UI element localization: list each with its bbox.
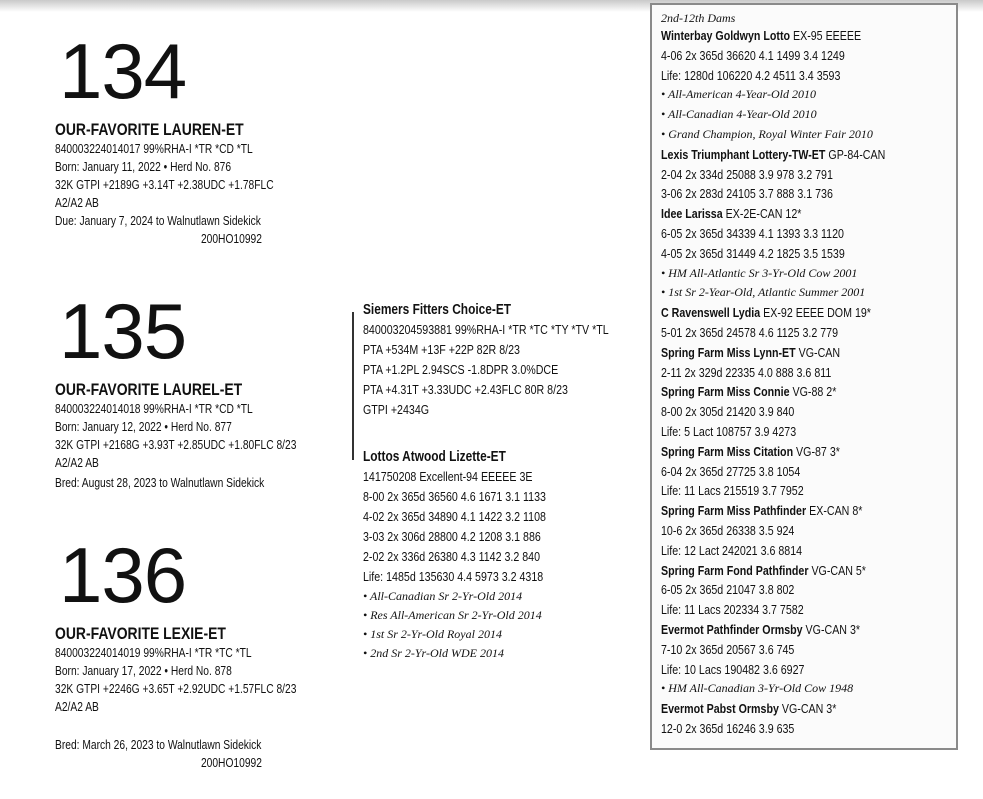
sire-pta-line: PTA +1.2PL 2.94SCS -1.8DPR 3.0%DCE — [363, 362, 559, 377]
genomic-line: 32K GTPI +2189G +3.14T +2.38UDC +1.78FLC — [55, 178, 274, 192]
genomic-line: 32K GTPI +2168G +3.93T +2.85UDC +1.80FLC 8/23 — [55, 438, 297, 452]
lot-number: 134 — [59, 27, 187, 115]
dam-entry-header — [661, 620, 903, 640]
dam-entry-rating: GP-84-CAN — [828, 146, 886, 162]
dam-honor: • Res All-American Sr 2-Yr-Old 2014 — [363, 608, 542, 622]
dam-entry-name: Evermot Pathfinder Ormsby — [661, 621, 803, 637]
dam-entry-rating: EX-2E-CAN 12* — [725, 206, 802, 222]
dam-entry-name: Lexis Triumphant Lottery-TW-ET — [661, 146, 826, 162]
service-line: Due: January 7, 2024 to Walnutlawn Sidekick — [55, 214, 261, 228]
registration-line: 840003224014017 99%RHA-I *TR *CD *TL — [55, 142, 253, 156]
lot-number: 135 — [59, 287, 187, 375]
dam-entry-record: 5-01 2x 365d 24578 4.6 1125 3.2 779 — [661, 324, 839, 340]
lot-number: 136 — [59, 531, 187, 619]
dam-entry-header — [661, 303, 903, 323]
dam-honor: • 1st Sr 2-Yr-Old Royal 2014 — [363, 627, 502, 641]
service-sire-code: 200HO10992 — [200, 232, 262, 246]
dam-record: 2-02 2x 336d 26380 4.3 1142 3.2 840 — [363, 549, 541, 564]
birth-line: Born: January 17, 2022 • Herd No. 878 — [55, 664, 232, 678]
dam-entry-record: 7-10 2x 365d 20567 3.6 745 — [661, 641, 795, 657]
lot-135 — [55, 287, 355, 492]
service-line: Bred: March 26, 2023 to Walnutlawn Sidekick — [55, 738, 262, 752]
dam-entry-record: 2-11 2x 329d 22335 4.0 888 3.6 811 — [661, 364, 832, 380]
dam-entry-honor: • HM All-Atlantic Sr 3-Yr-Old Cow 2001 — [661, 265, 858, 280]
dam-entry-rating: EX-95 EEEEE — [792, 28, 862, 43]
genomic-line: 32K GTPI +2246G +3.65T +2.92UDC +1.57FLC 8/23 — [55, 682, 297, 696]
service-line: Bred: August 28, 2023 to Walnutlawn Sidekick — [55, 476, 265, 490]
sire-name: Siemers Fitters Choice-ET — [363, 302, 512, 318]
dam-entry-rating: EX-CAN 8* — [809, 503, 863, 519]
dam-entry-record: 3-06 2x 283d 24105 3.7 888 3.1 736 — [661, 186, 833, 202]
dam-entry-honor: • All-Canadian 4-Year-Old 2010 — [661, 107, 817, 122]
birth-line: Born: January 11, 2022 • Herd No. 876 — [55, 160, 232, 174]
dam-entry-name: Spring Farm Fond Pathfinder — [661, 562, 809, 578]
lot-134 — [55, 27, 355, 248]
dam-entry-rating: VG-CAN — [798, 344, 841, 360]
dam-entry-record: 10-6 2x 365d 26338 3.5 924 — [661, 522, 795, 538]
dam-record: 4-02 2x 365d 34890 4.1 1422 3.2 1108 — [363, 509, 546, 524]
dam-entry-name: Evermot Pabst Ormsby — [661, 701, 779, 717]
dam-entry-header — [661, 699, 903, 719]
dam-entry-record: Life: 10 Lacs 190482 3.6 6927 — [661, 661, 805, 677]
sire-registration: 840003204593881 99%RHA-I *TR *TC *TY *TV *TL — [363, 322, 609, 337]
dam-entry-name: Spring Farm Miss Citation — [661, 443, 794, 459]
dam-entry-name: Spring Farm Miss Lynn-ET — [661, 344, 796, 360]
sire-gtpi-line: GTPI +2434G — [363, 402, 430, 417]
dam-entry-record: 2-04 2x 334d 25088 3.9 978 3.2 791 — [661, 166, 833, 182]
dam-entry-record: 4-05 2x 365d 31449 4.2 1825 3.5 1539 — [661, 245, 845, 261]
dam-entry-rating: VG-CAN 5* — [811, 562, 866, 578]
dam-entry-honor: • Grand Champion, Royal Winter Fair 2010 — [661, 126, 873, 141]
dam-entry-header — [661, 26, 903, 46]
dam-entry-record: Life: 5 Lact 108757 3.9 4273 — [661, 423, 797, 439]
dam-block — [363, 447, 653, 663]
haplotype-line: A2/A2 AB — [55, 196, 99, 210]
dams-box-title: 2nd-12th Dams — [661, 11, 736, 25]
sire-pta-line: PTA +534M +13F +22P 82R 8/23 — [363, 342, 520, 357]
dam-entry-honor: • All-American 4-Year-Old 2010 — [661, 87, 816, 102]
dam-entry-name: Spring Farm Miss Connie — [661, 384, 790, 400]
dam-entry-rating: VG-CAN 3* — [805, 621, 861, 637]
dam-entry-header — [661, 204, 903, 224]
dam-entry-record: 8-00 2x 305d 21420 3.9 840 — [661, 404, 795, 420]
dams-list — [661, 26, 956, 739]
animal-name: OUR-FAVORITE LAUREL-ET — [55, 380, 243, 399]
dam-entry-name: Winterbay Goldwyn Lotto — [661, 28, 791, 43]
dam-entry-header — [661, 442, 903, 462]
registration-line: 840003224014018 99%RHA-I *TR *CD *TL — [55, 402, 253, 416]
animal-name: OUR-FAVORITE LAUREN-ET — [55, 120, 244, 139]
dam-entry-header — [661, 145, 903, 165]
service-sire-code: 200HO10992 — [200, 756, 262, 770]
pedigree-divider — [352, 312, 354, 460]
dam-honor: • 2nd Sr 2-Yr-Old WDE 2014 — [363, 646, 504, 660]
sire-block — [363, 300, 653, 420]
dam-entry-honor: • HM All-Canadian 3-Yr-Old Cow 1948 — [661, 681, 854, 696]
birth-line: Born: January 12, 2022 • Herd No. 877 — [55, 420, 232, 434]
dam-entry-rating: VG-87 3* — [796, 443, 840, 459]
dam-entry-record: Life: 11 Lacs 215519 3.7 7952 — [661, 483, 804, 499]
dam-record: 3-03 2x 306d 28800 4.2 1208 3.1 886 — [363, 529, 541, 544]
dam-registration: 141750208 Excellent-94 EEEEE 3E — [363, 469, 533, 484]
haplotype-line: A2/A2 AB — [55, 456, 99, 470]
lot-136 — [55, 531, 355, 772]
dam-honor: • All-Canadian Sr 2-Yr-Old 2014 — [363, 589, 523, 603]
dam-entry-record: 6-05 2x 365d 34339 4.1 1393 3.3 1120 — [661, 225, 844, 241]
dam-entry-header — [661, 561, 903, 581]
dam-entry-record: Life: 11 Lacs 202334 3.7 7582 — [661, 602, 804, 618]
dam-entry-name: Spring Farm Miss Pathfinder — [661, 503, 807, 519]
haplotype-line: A2/A2 AB — [55, 700, 99, 714]
dam-entry-record: 4-06 2x 365d 36620 4.1 1499 3.4 1249 — [661, 47, 845, 63]
registration-line: 840003224014019 99%RHA-I *TR *TC *TL — [55, 646, 252, 660]
dam-record: 8-00 2x 365d 36560 4.6 1671 3.1 1133 — [363, 489, 546, 504]
dam-entry-honor: • 1st Sr 2-Year-Old, Atlantic Summer 2001 — [661, 285, 866, 300]
dam-entry-name: Idee Larissa — [661, 206, 723, 222]
dam-entry-rating: EX-92 EEEE DOM 19* — [763, 305, 871, 321]
dam-name: Lottos Atwood Lizette-ET — [363, 449, 506, 465]
sire-pta-line: PTA +4.31T +3.33UDC +2.43FLC 80R 8/23 — [363, 382, 568, 397]
extended-dams-box — [650, 3, 958, 750]
dam-entry-name: C Ravenswell Lydia — [661, 305, 761, 321]
dam-entry-record: Life: 1280d 106220 4.2 4511 3.4 3593 — [661, 67, 841, 83]
dam-entry-header — [661, 382, 903, 402]
dam-entry-rating: VG-88 2* — [792, 384, 837, 400]
dam-entry-record: 12-0 2x 365d 16246 3.9 635 — [661, 720, 795, 736]
dam-entry-record: Life: 12 Lact 242021 3.6 8814 — [661, 542, 803, 558]
dam-entry-rating: VG-CAN 3* — [781, 701, 837, 717]
dam-lifetime-record: Life: 1485d 135630 4.4 5973 3.2 4318 — [363, 569, 544, 584]
animal-name: OUR-FAVORITE LEXIE-ET — [55, 624, 226, 643]
dam-entry-record: 6-04 2x 365d 27725 3.8 1054 — [661, 463, 801, 479]
dam-entry-header — [661, 501, 903, 521]
dam-entry-header — [661, 343, 903, 363]
dam-entry-record: 6-05 2x 365d 21047 3.8 802 — [661, 582, 795, 598]
